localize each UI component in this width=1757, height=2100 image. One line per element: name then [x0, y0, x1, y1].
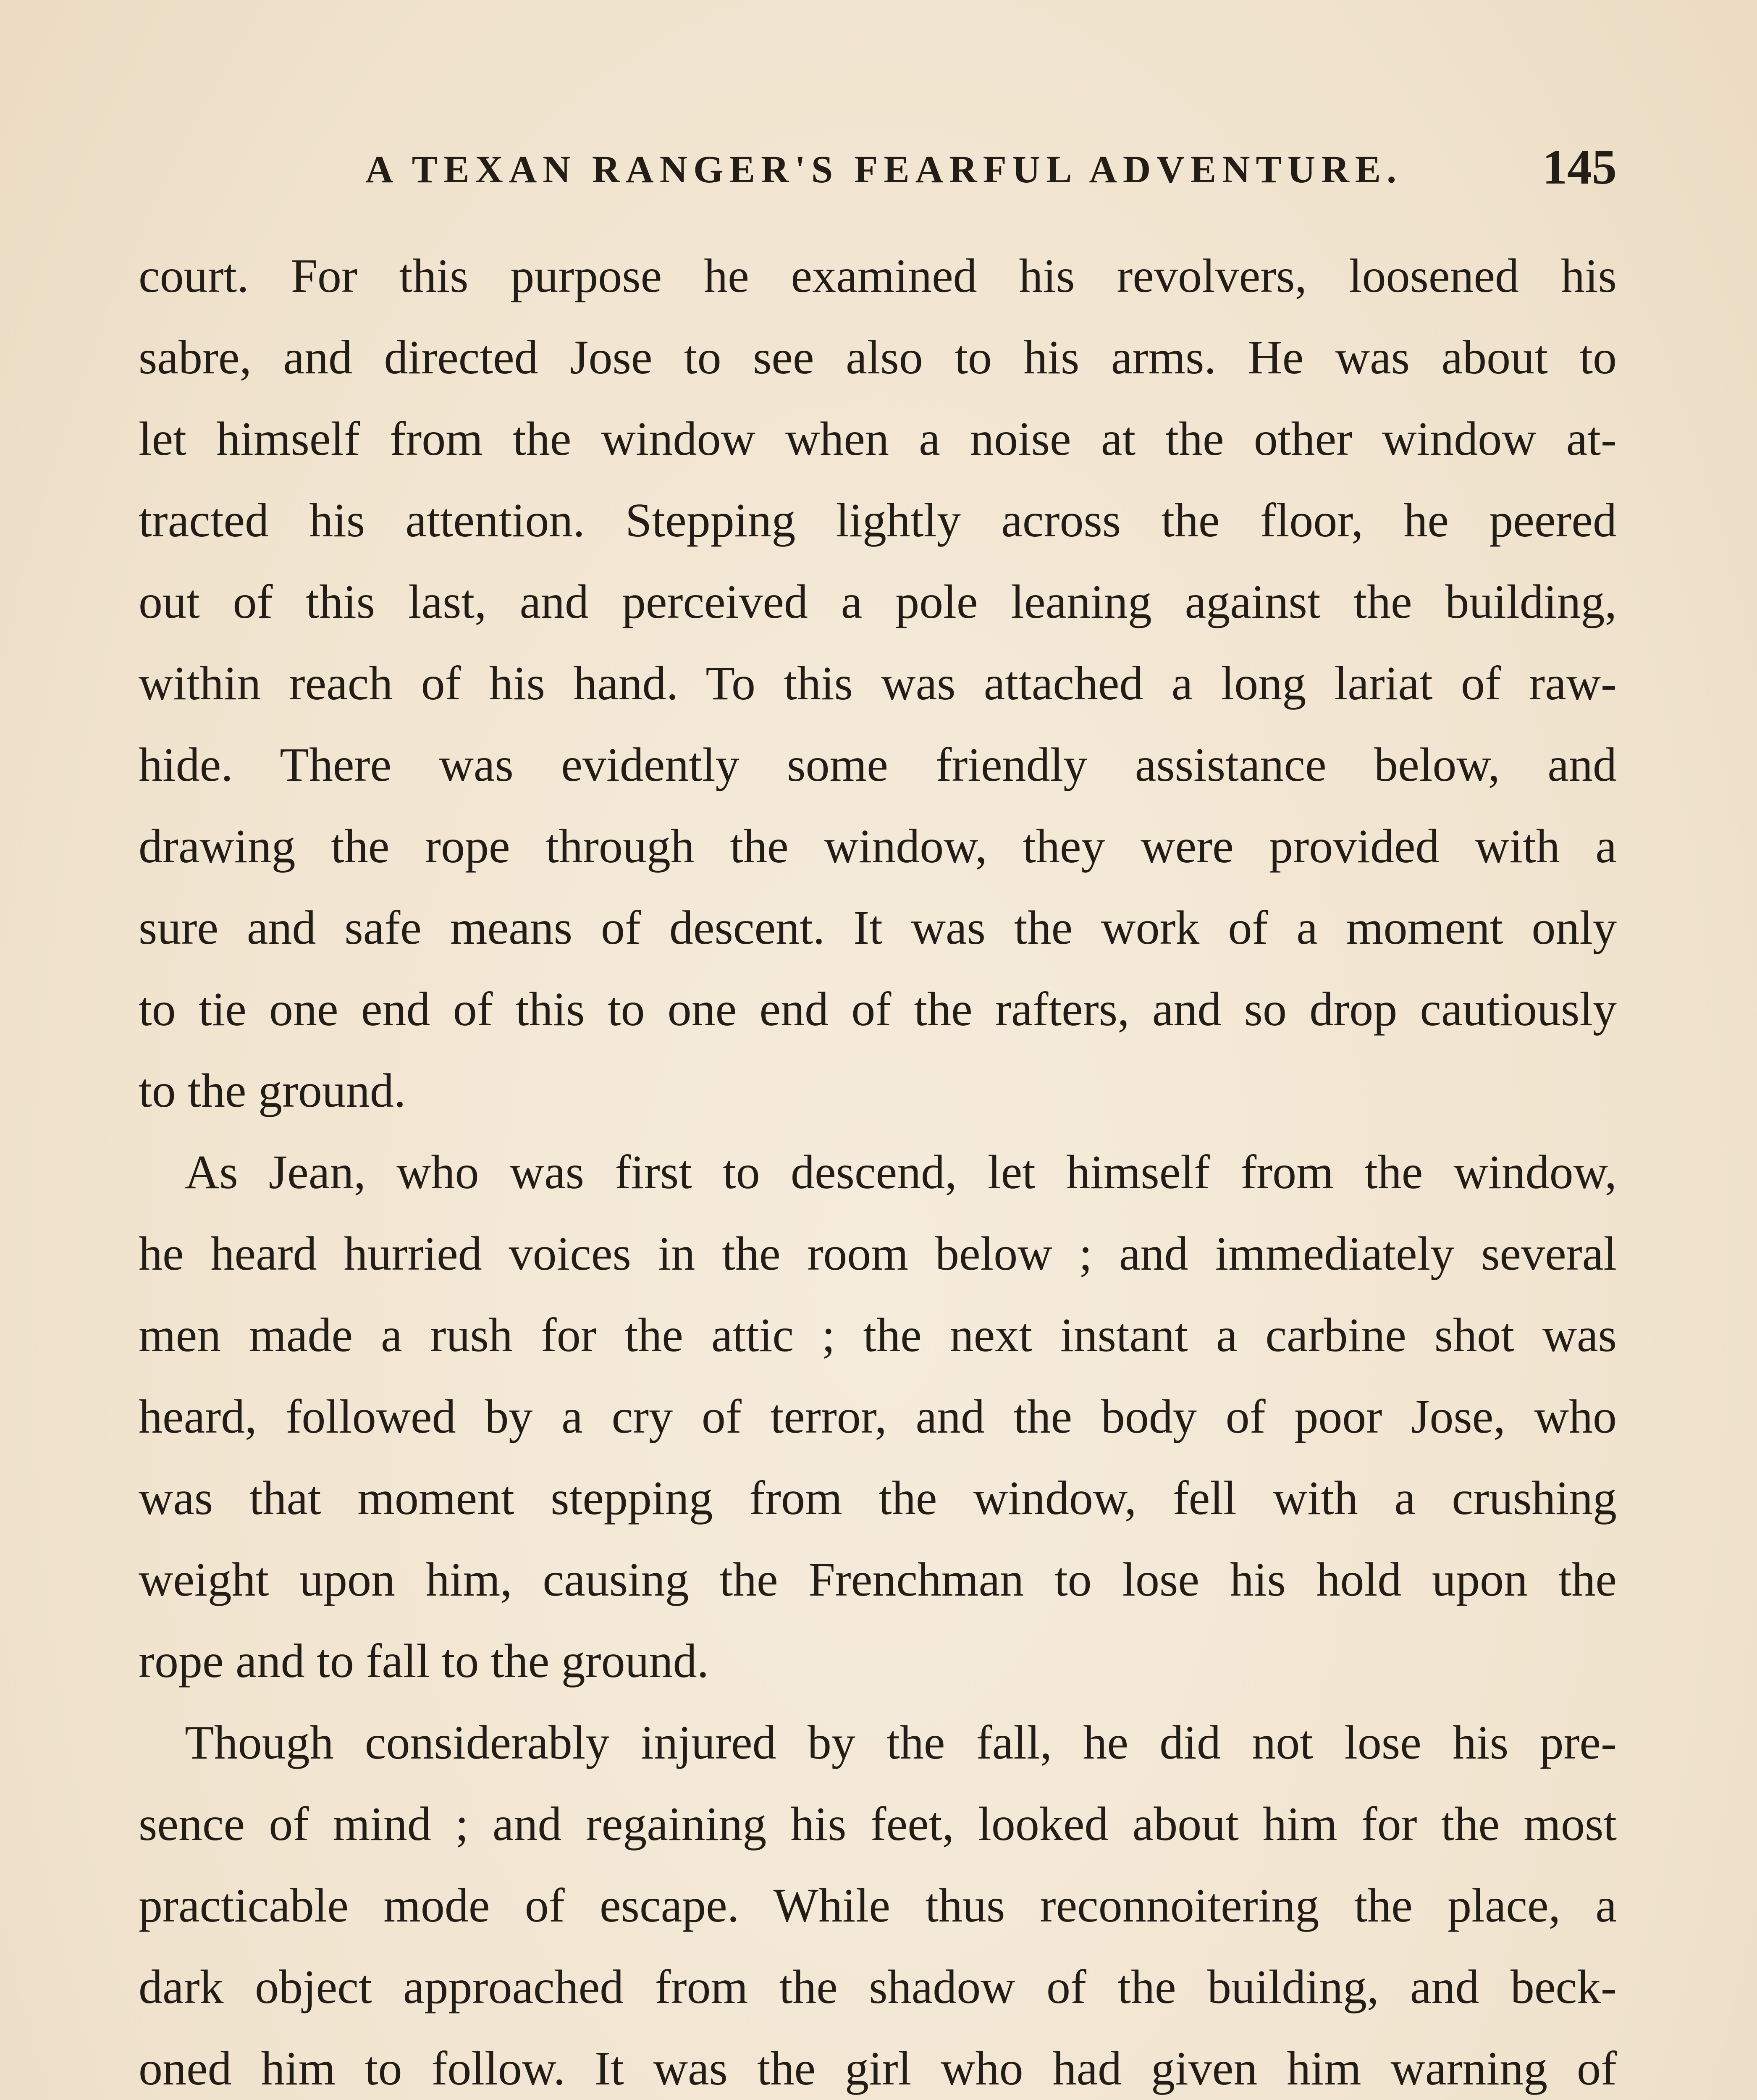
- text-line: sence of mind ; and regaining his feet, looked about him for the most: [139, 1797, 1617, 1851]
- text-line: heard, followed by a cry of terror, and the body of poor Jose, who: [139, 1390, 1617, 1443]
- text-line: he heard hurried voices in the room below ; and immediately several: [139, 1227, 1617, 1280]
- text-line: sabre, and directed Jose to see also to his arms. He was about to: [139, 331, 1617, 384]
- text-line: men made a rush for the attic ; the next instant a carbine shot was: [139, 1308, 1617, 1362]
- text-line: sure and safe means of descent. It was the work of a moment only: [139, 901, 1617, 954]
- page-number: 145: [1542, 139, 1617, 194]
- text-line: rope and to fall to the ground.: [139, 1634, 709, 1688]
- text-line: practicable mode of escape. While thus reconnoitering the place, a: [139, 1879, 1617, 1932]
- running-title: A TEXAN RANGER'S FEARFUL ADVENTURE.: [365, 148, 1403, 191]
- text-line: As Jean, who was first to descend, let himself from the window,: [185, 1145, 1617, 1199]
- text-line: to the ground.: [139, 1064, 406, 1117]
- text-line: within reach of his hand. To this was attached a long lariat of raw-: [139, 656, 1617, 710]
- text-line: tracted his attention. Stepping lightly across the floor, he peered: [139, 494, 1617, 547]
- text-line: out of this last, and perceived a pole leaning against the building,: [139, 575, 1617, 628]
- body-text: [139, 235, 1617, 2100]
- text-line: to tie one end of this to one end of the rafters, and so drop cautiously: [139, 982, 1617, 1036]
- text-line: let himself from the window when a noise at the other window at-: [139, 412, 1617, 465]
- text-line: oned him to follow. It was the girl who had given him warning of: [139, 2042, 1617, 2095]
- text-line: court. For this purpose he examined his revolvers, loosened his: [139, 249, 1617, 302]
- text-line: drawing the rope through the window, they were provided with a: [139, 819, 1617, 873]
- text-line: was that moment stepping from the window, fell with a crushing: [139, 1471, 1617, 1525]
- text-line: Though considerably injured by the fall, he did not lose his pre-: [185, 1716, 1617, 1769]
- text-line: dark object approached from the shadow of the building, and beck-: [139, 1960, 1617, 2013]
- running-head: [139, 139, 1617, 193]
- text-line: hide. There was evidently some friendly assistance below, and: [139, 738, 1617, 791]
- text-line: weight upon him, causing the Frenchman to lose his hold upon the: [139, 1553, 1617, 1606]
